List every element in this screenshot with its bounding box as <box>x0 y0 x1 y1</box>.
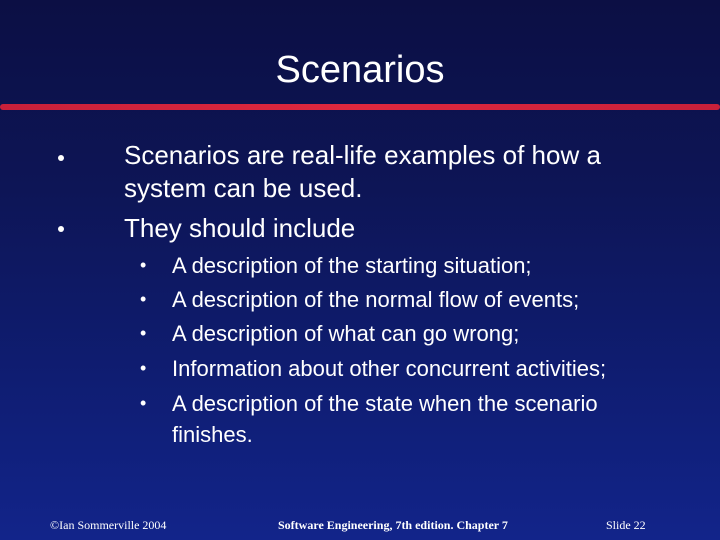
footer-book-title: Software Engineering, 7th edition. Chapter 7 <box>278 518 508 532</box>
bullet-item-line: system can be used. <box>124 173 363 203</box>
sub-bullet-item: A description of the normal flow of events; <box>172 287 580 312</box>
sub-bullet-dot: • <box>140 393 147 413</box>
title-divider <box>0 104 720 110</box>
bullet-dot <box>58 226 64 232</box>
sub-bullet-dot: • <box>140 323 147 343</box>
bullet-item-line: Scenarios are real-life examples of how a <box>124 140 601 170</box>
bullet-item-line: They should include <box>124 213 356 243</box>
footer-slide-number: Slide 22 <box>606 518 646 532</box>
slide-title: Scenarios <box>275 49 445 91</box>
footer-copyright: ©Ian Sommerville 2004 <box>50 518 167 532</box>
sub-bullet-item: A description of the state when the scenario <box>172 391 598 416</box>
sub-bullet-item: A description of the starting situation; <box>172 253 532 278</box>
bullet-dot <box>58 155 64 161</box>
sub-bullet-item: Information about other concurrent activities; <box>172 356 607 381</box>
sub-bullet-dot: • <box>140 289 147 309</box>
sub-bullet-item: A description of what can go wrong; <box>172 321 520 346</box>
sub-bullet-dot: • <box>140 358 147 378</box>
sub-bullet-item-continuation: finishes. <box>172 422 253 447</box>
sub-bullet-dot: • <box>140 255 147 275</box>
